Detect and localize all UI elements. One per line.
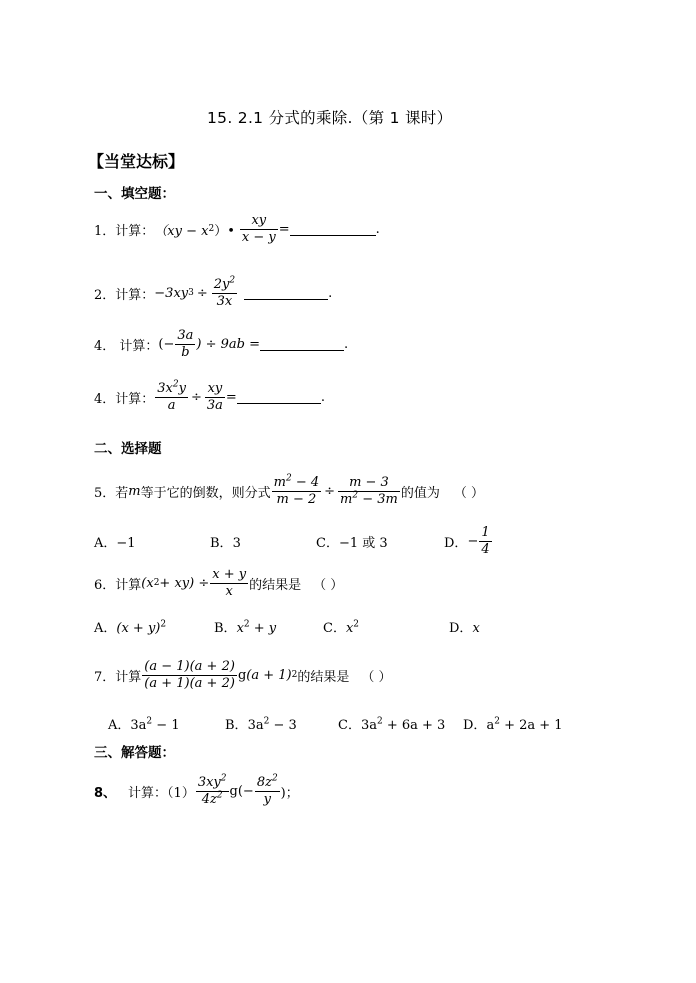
question-4 — [94, 377, 325, 417]
question-8 — [94, 771, 299, 811]
q6-fraction — [210, 567, 248, 600]
q8-num2-sup: 2 — [271, 773, 278, 784]
choice-label: D． — [463, 717, 487, 733]
q5-den2-sup: 2 — [352, 490, 359, 501]
choice-value: −1 — [116, 535, 136, 551]
q3-fraction — [175, 328, 195, 361]
q2-num-wrap — [212, 277, 237, 293]
q5-paren: （ ） — [453, 485, 485, 501]
q6-text-a: 6．计算 — [94, 577, 142, 593]
q5-fraction-2 — [338, 475, 400, 508]
q1-den: x − y — [241, 229, 276, 245]
question-2: 2．计算： −3xy 3 ÷ $\frac{2y^2}{3x}$ . — [94, 275, 333, 309]
q8-num1-wrap — [196, 775, 229, 791]
q5-choices — [94, 521, 614, 561]
q5-num2: m − 3 — [349, 474, 389, 490]
choice-value: a — [486, 717, 495, 733]
q8-text: 计算：（1） — [128, 785, 195, 801]
q8-label: 8、 — [94, 785, 117, 801]
choice-label: B． — [210, 535, 233, 551]
q7-choice-c[interactable] — [338, 714, 445, 733]
choice-value: − — [467, 533, 479, 549]
q5-choice-d[interactable] — [444, 525, 493, 558]
q8-mid: g(− — [229, 783, 254, 799]
q8-num1-sup: 2 — [220, 773, 227, 784]
q1-expr-right: ）• — [214, 223, 235, 239]
q4-num1: 3x — [157, 380, 173, 396]
q3-open: (− — [158, 336, 175, 352]
q5-num1-wrap — [272, 475, 322, 491]
q5-num1: m — [273, 474, 286, 490]
q2-answer-blank[interactable] — [244, 287, 328, 300]
q1-label: 1．计算： — [94, 223, 155, 239]
q2-num-sup: 2 — [229, 275, 236, 286]
q1-answer-blank[interactable] — [290, 223, 376, 236]
q1-num: xy — [251, 212, 267, 228]
part3-heading: 三、解答题： — [94, 745, 175, 761]
question-5 — [94, 471, 484, 511]
q8-fraction-2 — [255, 775, 280, 808]
q4-num1-sup: 2 — [172, 379, 179, 390]
choice-label: A． — [94, 535, 117, 551]
section-heading: 【当堂达标】 — [88, 152, 185, 171]
q5-text-b: 等于它的倒数，则分式 — [140, 485, 271, 501]
q7-mid: g — [237, 667, 247, 683]
choice-label: D． — [444, 535, 468, 551]
q8-num2: 8z — [256, 774, 272, 790]
q5-d-fraction — [479, 525, 491, 558]
q7-choice-b[interactable] — [225, 714, 297, 733]
q2-end: . — [328, 285, 333, 301]
question-3 — [94, 324, 348, 364]
choice-label: D． — [449, 620, 473, 636]
q5-text-a: 5．若 — [94, 485, 129, 501]
q7-paren: （ ） — [361, 669, 392, 685]
q6-text-b: 的结果是 — [249, 577, 302, 593]
question-7: 7．计算 $\frac{(a - 1)(a + 2)}{(a + 1)(a + 2)}$ g (a + 1) 2 的结果是 （ ） — [94, 658, 392, 691]
q8-num2-wrap — [255, 775, 280, 791]
q5-den1: m − 2 — [272, 491, 322, 508]
choice-tail: − 1 — [152, 717, 180, 733]
q4-num2: xy — [207, 380, 223, 396]
q8-den1: 4z — [201, 791, 217, 807]
q4-fraction-2 — [205, 381, 225, 414]
choice-value: (x + y) — [116, 620, 161, 636]
q5-op: ÷ — [324, 483, 336, 499]
choice-label: A． — [94, 620, 117, 636]
q5-m: m — [128, 483, 141, 499]
choice-value: 3a — [130, 717, 147, 733]
q5-fraction-1 — [272, 475, 322, 508]
q3-end: . — [344, 336, 349, 352]
q6-expr: (x — [141, 575, 154, 591]
page-title: 15. 2.1 分式的乘除.（第 1 课时） — [207, 109, 453, 127]
q5-choice-b[interactable] — [210, 532, 241, 551]
q8-fraction-1 — [196, 775, 229, 808]
q3-rest: ) ÷ 9ab = — [196, 336, 261, 352]
q7-choice-d[interactable] — [463, 714, 563, 733]
q2-fraction — [212, 277, 237, 310]
q5-d-num: 1 — [481, 524, 490, 540]
choice-tail: − 3 — [269, 717, 297, 733]
q5-den2-wrap — [338, 491, 400, 508]
q6-choice-c[interactable] — [323, 617, 359, 636]
q6-choice-a[interactable] — [94, 617, 166, 636]
q5-choice-c[interactable] — [316, 532, 388, 551]
q8-end: )； — [280, 785, 299, 801]
q2-expr-left: −3xy — [154, 285, 189, 301]
part1-heading: 一、填空题： — [94, 186, 175, 202]
q1-end: . — [375, 221, 380, 237]
q6-choices — [94, 606, 614, 646]
choice-value: 3a — [247, 717, 264, 733]
q7-choice-a[interactable] — [108, 714, 180, 733]
choice-label: A． — [108, 717, 131, 733]
q6-choice-d[interactable] — [449, 617, 480, 636]
q5-den2-tail: − 3m — [358, 491, 398, 507]
q6-paren: （ ） — [313, 577, 344, 593]
q7-fraction — [142, 659, 237, 692]
q1-fraction — [240, 213, 278, 246]
q7-den: (a + 1)(a + 2) — [144, 675, 235, 691]
question-6: 6．计算 (x 2 + xy) ÷ $\frac{x + y}{x}$ 的结果是 （ ） — [94, 566, 344, 599]
choice-label: B． — [225, 717, 248, 733]
q7-text-a: 7．计算 — [94, 669, 142, 685]
q4-num1-tail: y — [178, 380, 186, 396]
q2-op: ÷ — [196, 285, 208, 301]
choice-label: B． — [214, 620, 237, 636]
part2-heading: 二、选择题 — [94, 441, 162, 457]
q7-num: (a − 1)(a + 2) — [144, 658, 235, 674]
q4-den2: 3a — [206, 397, 223, 413]
choice-value: x — [236, 620, 244, 636]
q8-den1-sup: 2 — [216, 790, 223, 801]
q6-choice-b[interactable] — [214, 617, 276, 636]
q3-label: 4． 计算： — [94, 338, 159, 354]
q4-eq: = — [225, 389, 237, 405]
q6-den: x — [210, 583, 248, 600]
q4-label: 4．计算： — [94, 391, 155, 407]
q1-expr-left: （xy − x — [154, 223, 209, 239]
q2-den: 3x — [212, 293, 237, 310]
choice-sup: 2 — [494, 716, 500, 727]
q5-d-den: 4 — [481, 541, 490, 557]
choice-value: 3 — [232, 535, 241, 551]
q6-num: x + y — [212, 566, 247, 582]
q1-eq: = — [278, 221, 290, 237]
q8-den2: y — [255, 791, 280, 808]
choice-tail: + 6a + 3 — [382, 717, 446, 733]
choice-sup: 2 — [263, 716, 270, 727]
q4-den1: a — [155, 397, 188, 414]
choice-tail: + y — [249, 620, 277, 636]
q3-den: b — [175, 344, 195, 361]
q7-choices — [108, 703, 628, 743]
choice-sup: 2 — [146, 716, 153, 727]
q8-den1-wrap — [196, 791, 229, 808]
choice-sup: 2 — [160, 619, 167, 630]
choice-label: C． — [338, 717, 361, 733]
q2-num: 2y — [213, 276, 230, 292]
choice-value: x — [345, 620, 354, 636]
q8-num1: 3xy — [197, 774, 221, 790]
q3-answer-blank[interactable] — [260, 338, 344, 351]
choice-tail: + 2a + 1 — [499, 717, 563, 733]
choice-value: 3a — [360, 717, 377, 733]
q5-num1-tail: − 4 — [291, 474, 320, 490]
choice-label: C． — [323, 620, 346, 636]
q5-choice-a[interactable] — [94, 532, 136, 551]
choice-sup: 2 — [243, 619, 250, 630]
choice-sup: 2 — [376, 716, 383, 727]
q6-expr-tail: + xy) ÷ — [159, 575, 210, 591]
q5-text-c: 的值为 — [400, 485, 440, 501]
choice-label: C． — [316, 535, 339, 551]
q4-answer-blank[interactable] — [237, 391, 321, 404]
choice-sup: 2 — [353, 619, 360, 630]
choice-value: x — [472, 620, 480, 636]
q5-den2: m — [340, 491, 353, 507]
q4-fraction-1 — [155, 381, 188, 414]
q4-num1-wrap — [155, 381, 188, 397]
choice-value: −1 或 3 — [338, 535, 388, 551]
q2-label: 2．计算： — [94, 287, 155, 303]
q4-op: ÷ — [190, 389, 202, 405]
q5-num1-sup: 2 — [285, 473, 292, 484]
q4-end: . — [320, 389, 325, 405]
q3-num: 3a — [177, 327, 194, 343]
q7-expr: (a + 1) — [246, 667, 292, 683]
q7-text-b: 的结果是 — [297, 669, 350, 685]
question-1: 1．计算： （xy − x 2 ）• $\frac{xy}{x - y}$ = . — [94, 212, 380, 245]
